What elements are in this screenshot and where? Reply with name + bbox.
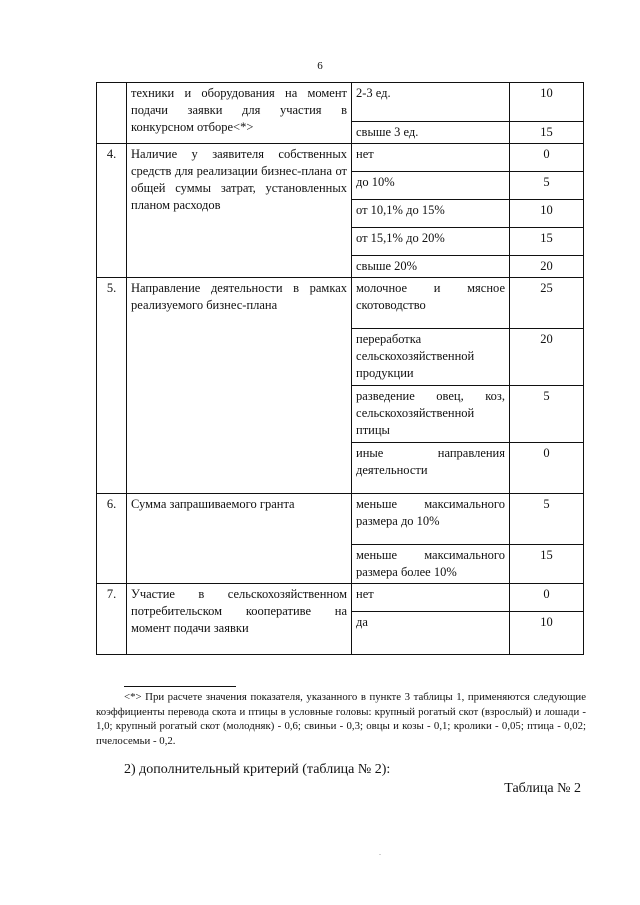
option-label: меньше максимального размера до 10% bbox=[352, 494, 510, 545]
option-score: 10 bbox=[510, 83, 584, 122]
option-score: 0 bbox=[510, 443, 584, 494]
option-label: переработка сельскохозяйственной продукции bbox=[352, 329, 510, 386]
option-score: 15 bbox=[510, 228, 584, 256]
row-number: 4. bbox=[97, 144, 127, 278]
option-label: свыше 3 ед. bbox=[352, 122, 510, 144]
scan-dot: . bbox=[379, 848, 381, 857]
table-row bbox=[97, 144, 584, 172]
option-score: 10 bbox=[510, 612, 584, 655]
option-score: 10 bbox=[510, 200, 584, 228]
page-number: 6 bbox=[317, 60, 323, 72]
option-score: 25 bbox=[510, 278, 584, 329]
option-label: до 10% bbox=[352, 172, 510, 200]
option-score: 0 bbox=[510, 144, 584, 172]
option-score: 0 bbox=[510, 584, 584, 612]
row-number: 5. bbox=[97, 278, 127, 494]
row-number: 7. bbox=[97, 584, 127, 655]
footnote: <*> При расчете значения показателя, указанного в пункте 3 таблицы 1, применяются следующие коэффициенты перевода скота и птицы в условные головы: крупный рогатый скот (взрослый) и лошади - 1,0; крупный рогатый скот (молодняк) - 0,6; свиньи - 0,3; овцы и козы - 0,1; кролики - 0,05; птица - 0,02; пчелосемьи - 0,2. bbox=[96, 691, 586, 747]
option-label: от 15,1% до 20% bbox=[352, 228, 510, 256]
criterion-description: Сумма запрашиваемого гранта bbox=[127, 494, 352, 584]
criterion-description: техники и оборудования на момент подачи заявки для участия в конкурсном отборе<*> bbox=[127, 83, 352, 144]
criterion-description: Наличие у заявителя собственных средств для реализации бизнес-плана от общей суммы затрат, установленных планом расходов bbox=[127, 144, 352, 278]
option-label: молочное и мясное скотоводство bbox=[352, 278, 510, 329]
option-label: меньше максимального размера более 10% bbox=[352, 545, 510, 584]
table-row bbox=[97, 584, 584, 612]
option-score: 5 bbox=[510, 386, 584, 443]
option-label: от 10,1% до 15% bbox=[352, 200, 510, 228]
option-score: 15 bbox=[510, 122, 584, 144]
footnote-divider bbox=[124, 686, 236, 687]
option-label: нет bbox=[352, 144, 510, 172]
table-2-label: Таблица № 2 bbox=[504, 781, 581, 796]
additional-criterion-heading: 2) дополнительный критерий (таблица № 2): bbox=[124, 762, 391, 777]
table-row bbox=[97, 494, 584, 545]
option-label: 2-3 ед. bbox=[352, 83, 510, 122]
option-label: разведение овец, коз, сельскохозяйственной птицы bbox=[352, 386, 510, 443]
option-label: да bbox=[352, 612, 510, 655]
row-number: 6. bbox=[97, 494, 127, 584]
criterion-description: Направление деятельности в рамках реализуемого бизнес-плана bbox=[127, 278, 352, 494]
option-label: свыше 20% bbox=[352, 256, 510, 278]
criterion-description: Участие в сельскохозяйственном потребительском кооперативе на момент подачи заявки bbox=[127, 584, 352, 655]
table-row bbox=[97, 278, 584, 329]
criteria-table bbox=[96, 82, 584, 655]
option-score: 20 bbox=[510, 256, 584, 278]
option-label: нет bbox=[352, 584, 510, 612]
row-number bbox=[97, 83, 127, 144]
option-label: иные направления деятельности bbox=[352, 443, 510, 494]
option-score: 15 bbox=[510, 545, 584, 584]
option-score: 20 bbox=[510, 329, 584, 386]
option-score: 5 bbox=[510, 172, 584, 200]
option-score: 5 bbox=[510, 494, 584, 545]
table-row bbox=[97, 83, 584, 122]
